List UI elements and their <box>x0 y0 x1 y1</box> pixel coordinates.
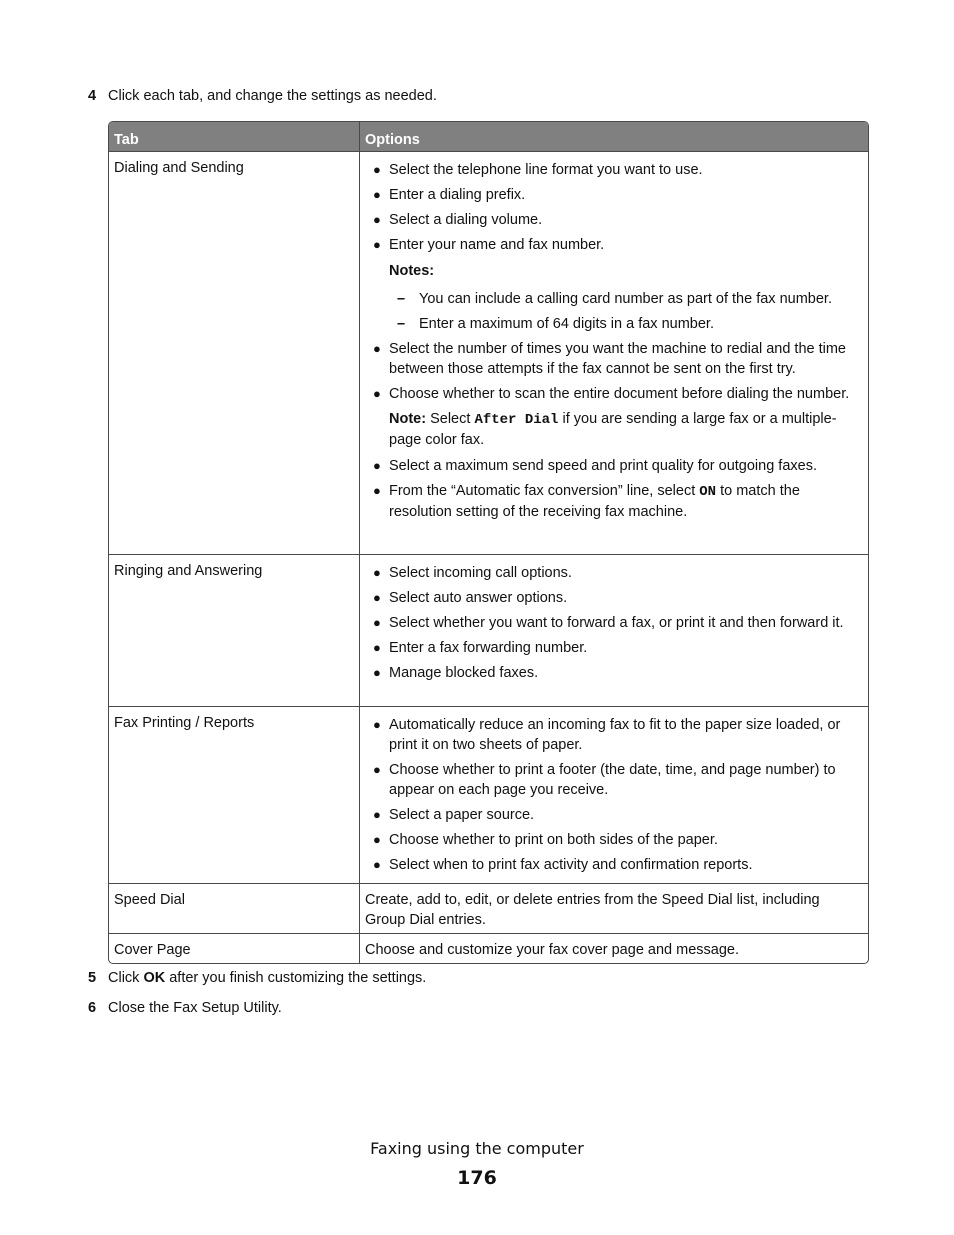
scan-note: Note: Select After Dial if you are sending a large fax or a multiple-page color fax. <box>389 411 837 448</box>
header-tab: Tab <box>109 122 360 151</box>
bullet-icon: ● <box>373 857 381 872</box>
options-speed-dial: Create, add to, edit, or delete entries from the Speed Dial list, including Group Dial entries. <box>360 883 868 933</box>
list-item: ● Manage blocked faxes. <box>373 665 539 681</box>
bullet-icon: ● <box>373 483 381 498</box>
tab-name-speed-dial: Speed Dial <box>109 883 360 933</box>
tab-name-cover-page: Cover Page <box>109 933 360 963</box>
step-number: 6 <box>88 1000 97 1016</box>
dash-icon: – <box>397 316 406 332</box>
list-item: ● Select whether you want to forward a fax, or print it and then forward it. <box>373 615 844 631</box>
list-item: ● Enter a fax forwarding number. <box>373 640 588 656</box>
dash-icon: – <box>397 291 406 307</box>
list-item: ● Select a dialing volume. <box>373 212 543 228</box>
list-item: ● Select incoming call options. <box>373 565 572 581</box>
table-row <box>109 933 868 963</box>
list-item: ● Automatically reduce an incoming fax to fit to the paper size loaded, or print it on two sheets of paper. <box>373 717 841 753</box>
bullet-icon: ● <box>373 187 381 202</box>
note-item: – Enter a maximum of 64 digits in a fax number. <box>397 316 714 332</box>
list-item: ● From the “Automatic fax conversion” line, select ON to match the resolution setting of the receiving fax machine. <box>373 483 800 520</box>
step-text: Click each tab, and change the settings as needed. <box>108 88 437 104</box>
list-item: ● Enter a dialing prefix. <box>373 187 526 203</box>
notes-list <box>365 289 863 334</box>
list-item: ● Select the telephone line format you want to use. <box>373 162 703 178</box>
bullet-icon: ● <box>373 458 381 473</box>
bullet-icon: ● <box>373 640 381 655</box>
step-text: Close the Fax Setup Utility. <box>108 1000 282 1016</box>
table-row <box>109 554 868 706</box>
step-5: 5 Click OK after you finish customizing the settings. <box>88 970 427 986</box>
list-item: ● Select a maximum send speed and print quality for outgoing faxes. <box>373 458 817 474</box>
table-header-row <box>109 122 868 151</box>
footer-section-title: Faxing using the computer <box>370 1139 584 1158</box>
list-item: ● Choose whether to print on both sides of the paper. <box>373 832 718 848</box>
table-row <box>109 883 868 933</box>
list-item: ● Select when to print fax activity and confirmation reports. <box>373 857 753 873</box>
tab-name-dialing: Dialing and Sending <box>109 151 360 554</box>
tab-name-ringing: Ringing and Answering <box>109 554 360 706</box>
bullet-icon: ● <box>373 762 381 777</box>
table-row <box>109 151 868 554</box>
list-item: ● Select auto answer options. <box>373 590 568 606</box>
bullet-icon: ● <box>373 807 381 822</box>
bullet-icon: ● <box>373 341 381 356</box>
table-row <box>109 706 868 883</box>
bullet-icon: ● <box>373 590 381 605</box>
options-cover-page: Choose and customize your fax cover page and message. <box>360 933 868 963</box>
bullet-icon: ● <box>373 665 381 680</box>
settings-table <box>108 121 869 964</box>
bullet-icon: ● <box>373 386 381 401</box>
step-4 <box>88 86 437 106</box>
list-item: ● Select the number of times you want the machine to redial and the time between those attempts if the fax cannot be sent on the first try. <box>373 341 846 377</box>
bullet-icon: ● <box>373 237 381 252</box>
bullet-icon: ● <box>373 615 381 630</box>
options-dialing <box>360 151 868 554</box>
bullet-icon: ● <box>373 565 381 580</box>
options-printing <box>360 706 868 883</box>
tab-name-printing: Fax Printing / Reports <box>109 706 360 883</box>
notes-title: Notes: <box>389 263 435 279</box>
list-item: ● Select a paper source. <box>373 807 535 823</box>
bullet-icon: ● <box>373 212 381 227</box>
list-item: ● Choose whether to print a footer (the date, time, and page number) to appear on each page you receive. <box>373 762 836 798</box>
header-options: Options <box>360 122 868 151</box>
step-6 <box>88 998 282 1018</box>
list-item: ● Enter your name and fax number. <box>373 237 605 253</box>
list-item: ● Choose whether to scan the entire document before dialing the number. <box>373 386 850 402</box>
note-item: – You can include a calling card number as part of the fax number. <box>397 291 832 307</box>
step-number: 4 <box>88 88 97 104</box>
bullet-icon: ● <box>373 717 381 732</box>
ok-label: OK <box>143 970 166 986</box>
options-ringing <box>360 554 868 706</box>
page-number: 176 <box>457 1167 497 1189</box>
step-number: 5 <box>88 970 97 986</box>
bullet-icon: ● <box>373 832 381 847</box>
bullet-icon: ● <box>373 162 381 177</box>
